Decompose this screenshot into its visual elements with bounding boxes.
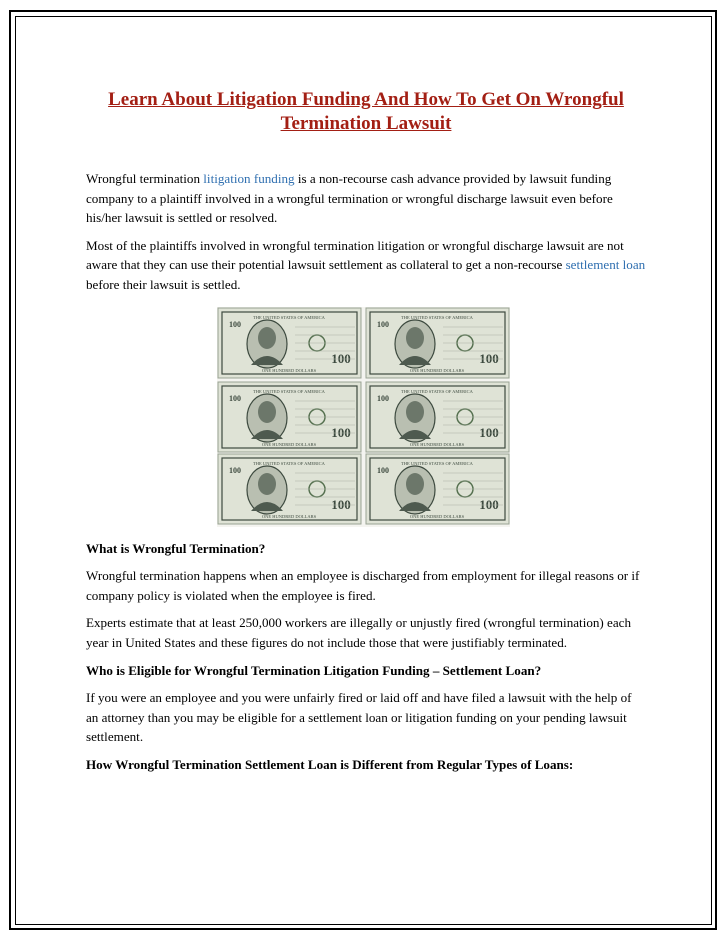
dollar-bill <box>366 454 509 524</box>
paragraph-collateral <box>86 236 646 295</box>
bill-denomination: 100 <box>479 496 499 512</box>
bill-denomination: 100 <box>331 496 351 512</box>
paragraph-intro <box>86 169 646 228</box>
bill-denomination: 100 <box>331 350 351 366</box>
bill-corner-denomination: 100 <box>377 319 389 329</box>
paragraph-intro-text-2: is a non-recourse cash advance provided by lawsuit funding company to a plaintiff involved in a wrongful termination or wrongful discharge lawsuit even before his/her lawsuit is settled or resolved. <box>86 171 613 226</box>
bill-corner-denomination: 100 <box>229 319 241 329</box>
dollar-bill <box>366 382 509 452</box>
money-picture <box>217 307 510 527</box>
bill-footer: ONE HUNDRED DOLLARS <box>261 513 317 519</box>
bill-corner-denomination: 100 <box>377 465 389 475</box>
paragraph-eligibility: If you were an employee and you were unfairly fired or laid off and have filed a lawsuit with the help of an attorney than you may be eligible for a settlement loan or litigation funding on your pending lawsuit settlement. <box>86 690 632 745</box>
bill-footer: ONE HUNDRED DOLLARS <box>409 441 465 447</box>
litigation-funding-link[interactable]: litigation funding <box>203 171 295 186</box>
paragraph-collateral-text-1: Most of the plaintiffs involved in wrongful termination litigation or wrongful discharge lawsuit are not aware that they can use their potential lawsuit settlement as collateral to get a non-recourse <box>86 237 624 273</box>
bill-denomination: 100 <box>479 424 499 440</box>
bill-header: THE UNITED STATES OF AMERICA <box>401 388 473 394</box>
bill-header: THE UNITED STATES OF AMERICA <box>401 314 473 320</box>
bill-footer: ONE HUNDRED DOLLARS <box>409 367 465 373</box>
heading-loan-difference: How Wrongful Termination Settlement Loan is Different from Regular Types of Loans: <box>86 756 574 772</box>
paragraph-definition: Wrongful termination happens when an employee is discharged from employment for illegal reasons or if company policy is violated when the employee is fired. <box>86 568 640 603</box>
bill-header: THE UNITED STATES OF AMERICA <box>401 460 473 466</box>
paragraph-intro-text-1: Wrongful termination <box>86 171 204 186</box>
bill-footer: ONE HUNDRED DOLLARS <box>409 513 465 519</box>
document-body <box>86 88 646 775</box>
bill-header: THE UNITED STATES OF AMERICA <box>253 314 325 320</box>
dollar-bill <box>366 308 509 378</box>
hundred-dollar-bills-image <box>217 307 510 527</box>
dollar-bill <box>218 454 361 524</box>
bill-corner-denomination: 100 <box>229 393 241 403</box>
bill-corner-denomination: 100 <box>229 465 241 475</box>
bill-footer: ONE HUNDRED DOLLARS <box>261 441 317 447</box>
heading-eligibility: Who is Eligible for Wrongful Termination Litigation Funding – Settlement Loan? <box>86 662 542 678</box>
bill-header: THE UNITED STATES OF AMERICA <box>253 388 325 394</box>
paragraph-statistics: Experts estimate that at least 250,000 workers are illegally or unjustly fired (wrongful termination) each year in United States and these figures do not include those that were justifiably terminated. <box>86 615 632 650</box>
bill-denomination: 100 <box>479 350 499 366</box>
bill-footer: ONE HUNDRED DOLLARS <box>261 367 317 373</box>
bill-corner-denomination: 100 <box>377 393 389 403</box>
paragraph-collateral-text-2: before their lawsuit is settled. <box>86 276 241 292</box>
dollar-bill <box>218 382 361 452</box>
bill-denomination: 100 <box>331 424 351 440</box>
document-title: Learn About Litigation Funding And How To Get On Wrongful Termination Lawsuit <box>108 89 624 134</box>
settlement-loan-link[interactable]: settlement loan <box>565 257 646 273</box>
heading-what-is-wrongful-termination: What is Wrongful Termination? <box>86 540 266 556</box>
dollar-bill <box>218 308 361 378</box>
bill-header: THE UNITED STATES OF AMERICA <box>253 460 325 466</box>
